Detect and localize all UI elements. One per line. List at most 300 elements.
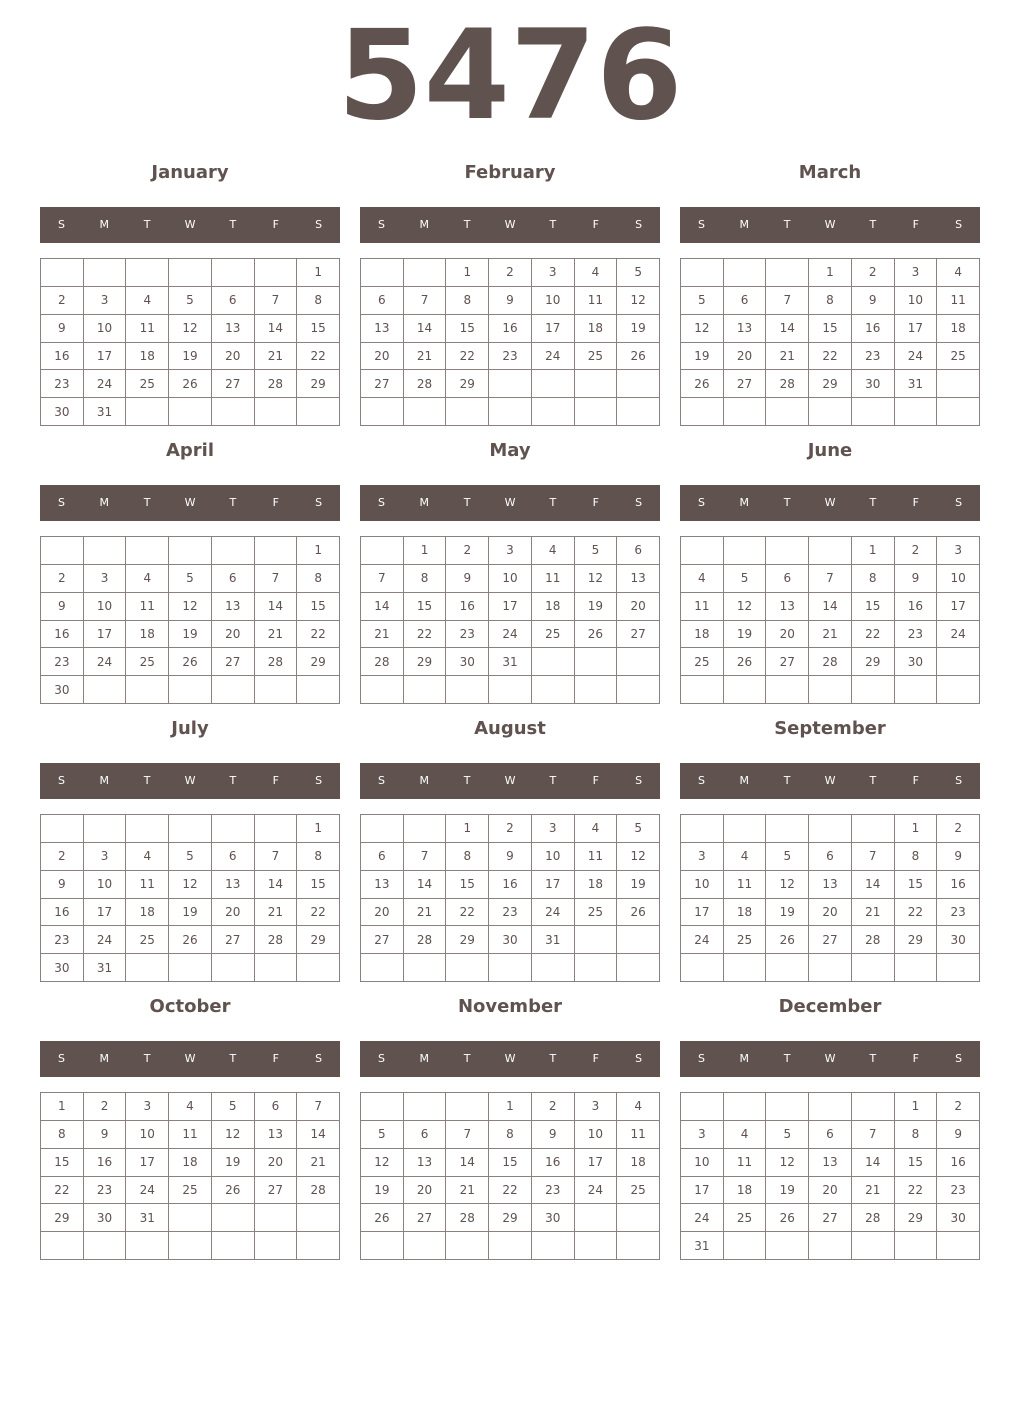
day-cell: 21 — [297, 1149, 340, 1177]
day-cell: 25 — [937, 343, 980, 371]
day-cell: 13 — [404, 1149, 447, 1177]
day-cell: 28 — [255, 926, 298, 954]
day-cell: 22 — [895, 1177, 938, 1205]
day-cell: 3 — [895, 259, 938, 287]
empty-cell — [255, 1232, 298, 1260]
day-cell: 24 — [489, 621, 532, 649]
weekday-label: T — [783, 218, 791, 231]
weekday-label: M — [739, 496, 750, 509]
day-cell: 14 — [255, 593, 298, 621]
day-cell: 25 — [126, 648, 169, 676]
day-cell: 29 — [809, 370, 852, 398]
empty-cell — [724, 1093, 767, 1121]
day-cell: 26 — [169, 370, 212, 398]
weekday-header — [40, 485, 340, 521]
day-cell: 10 — [532, 843, 575, 871]
weekday-header — [680, 207, 980, 243]
weekday-label: W — [824, 774, 836, 787]
day-cell: 16 — [446, 593, 489, 621]
day-cell: 16 — [84, 1149, 127, 1177]
day-cell: 21 — [255, 343, 298, 371]
empty-cell — [255, 1204, 298, 1232]
weekday-label: M — [99, 218, 110, 231]
day-cell: 6 — [809, 843, 852, 871]
day-cell: 1 — [446, 259, 489, 287]
day-cell: 16 — [532, 1149, 575, 1177]
day-cell: 1 — [895, 1093, 938, 1121]
day-cell: 19 — [766, 899, 809, 927]
day-cell: 27 — [212, 370, 255, 398]
day-cell: 20 — [212, 899, 255, 927]
day-cell: 1 — [404, 537, 447, 565]
empty-cell — [532, 398, 575, 426]
day-cell: 5 — [766, 843, 809, 871]
day-cell: 5 — [169, 287, 212, 315]
empty-cell — [617, 398, 660, 426]
weekday-label: M — [419, 774, 430, 787]
weekday-label: S — [635, 496, 643, 509]
weekday-label: T — [869, 1052, 877, 1065]
day-cell: 18 — [617, 1149, 660, 1177]
day-cell: 25 — [617, 1177, 660, 1205]
day-cell: 16 — [937, 1149, 980, 1177]
day-cell: 15 — [489, 1149, 532, 1177]
weekday-header — [40, 763, 340, 799]
day-cell: 16 — [41, 343, 84, 371]
day-cell: 9 — [937, 843, 980, 871]
empty-cell — [617, 676, 660, 704]
day-cell: 22 — [895, 899, 938, 927]
month-february — [360, 162, 660, 426]
day-cell: 13 — [212, 315, 255, 343]
empty-cell — [446, 954, 489, 982]
empty-cell — [724, 676, 767, 704]
day-grid — [40, 814, 340, 982]
day-cell: 29 — [446, 370, 489, 398]
day-cell: 7 — [404, 287, 447, 315]
empty-cell — [937, 1232, 980, 1260]
day-cell: 13 — [809, 1149, 852, 1177]
weekday-label: S — [955, 1052, 963, 1065]
day-cell: 9 — [489, 287, 532, 315]
day-cell: 7 — [361, 565, 404, 593]
empty-cell — [361, 676, 404, 704]
empty-cell — [852, 954, 895, 982]
day-cell: 28 — [361, 648, 404, 676]
day-cell: 20 — [617, 593, 660, 621]
month-name: June — [807, 440, 853, 461]
empty-cell — [766, 537, 809, 565]
day-cell: 9 — [41, 871, 84, 899]
day-cell: 3 — [489, 537, 532, 565]
day-cell: 28 — [404, 370, 447, 398]
weekday-header — [40, 1041, 340, 1077]
empty-cell — [617, 926, 660, 954]
day-cell: 8 — [489, 1121, 532, 1149]
empty-cell — [532, 954, 575, 982]
day-cell: 14 — [404, 871, 447, 899]
day-cell: 17 — [681, 899, 724, 927]
day-cell: 8 — [446, 287, 489, 315]
empty-cell — [852, 398, 895, 426]
weekday-label: T — [463, 774, 471, 787]
empty-cell — [681, 398, 724, 426]
day-cell: 26 — [169, 648, 212, 676]
empty-cell — [852, 815, 895, 843]
day-cell: 5 — [617, 259, 660, 287]
day-cell: 5 — [766, 1121, 809, 1149]
day-cell: 22 — [489, 1177, 532, 1205]
day-grid — [680, 536, 980, 704]
empty-cell — [169, 537, 212, 565]
day-cell: 2 — [852, 259, 895, 287]
empty-cell — [297, 398, 340, 426]
weekday-label: T — [463, 496, 471, 509]
day-cell: 21 — [404, 343, 447, 371]
day-cell: 20 — [212, 343, 255, 371]
day-cell: 12 — [212, 1121, 255, 1149]
day-cell: 8 — [41, 1121, 84, 1149]
day-cell: 14 — [297, 1121, 340, 1149]
day-cell: 20 — [404, 1177, 447, 1205]
empty-cell — [361, 537, 404, 565]
day-cell: 19 — [169, 343, 212, 371]
empty-cell — [617, 954, 660, 982]
day-cell: 23 — [84, 1177, 127, 1205]
day-cell: 3 — [681, 1121, 724, 1149]
day-grid — [360, 536, 660, 704]
day-cell: 26 — [617, 899, 660, 927]
day-cell: 9 — [852, 287, 895, 315]
empty-cell — [575, 648, 618, 676]
empty-cell — [809, 1093, 852, 1121]
weekday-label: T — [869, 218, 877, 231]
day-cell: 4 — [575, 259, 618, 287]
day-cell: 5 — [724, 565, 767, 593]
weekday-label: T — [549, 496, 557, 509]
day-cell: 30 — [937, 1204, 980, 1232]
empty-cell — [404, 1093, 447, 1121]
weekday-header — [360, 763, 660, 799]
empty-cell — [489, 398, 532, 426]
day-cell: 9 — [532, 1121, 575, 1149]
weekday-label: F — [592, 496, 599, 509]
day-cell: 15 — [895, 1149, 938, 1177]
weekday-label: S — [697, 774, 705, 787]
empty-cell — [404, 398, 447, 426]
day-cell: 21 — [852, 899, 895, 927]
day-cell: 7 — [255, 565, 298, 593]
day-cell: 7 — [852, 843, 895, 871]
empty-cell — [126, 398, 169, 426]
day-cell: 8 — [297, 843, 340, 871]
empty-cell — [852, 676, 895, 704]
empty-cell — [852, 1232, 895, 1260]
empty-cell — [766, 1232, 809, 1260]
day-cell: 17 — [575, 1149, 618, 1177]
empty-cell — [617, 1232, 660, 1260]
empty-cell — [212, 398, 255, 426]
weekday-label: M — [419, 1052, 430, 1065]
day-cell: 24 — [84, 648, 127, 676]
day-cell: 2 — [41, 287, 84, 315]
day-cell: 11 — [532, 565, 575, 593]
day-cell: 25 — [575, 899, 618, 927]
empty-cell — [41, 259, 84, 287]
day-cell: 23 — [895, 621, 938, 649]
day-cell: 23 — [41, 370, 84, 398]
day-cell: 5 — [169, 843, 212, 871]
day-cell: 7 — [809, 565, 852, 593]
day-cell: 29 — [489, 1204, 532, 1232]
weekday-label: S — [377, 1052, 385, 1065]
weekday-label: F — [912, 496, 919, 509]
day-cell: 30 — [489, 926, 532, 954]
day-cell: 6 — [361, 287, 404, 315]
month-name: February — [464, 162, 556, 183]
weekday-label: S — [377, 774, 385, 787]
empty-cell — [724, 954, 767, 982]
empty-cell — [895, 1232, 938, 1260]
day-cell: 15 — [297, 871, 340, 899]
weekday-label: F — [592, 218, 599, 231]
day-cell: 3 — [84, 287, 127, 315]
month-april — [40, 440, 340, 704]
day-cell: 15 — [297, 315, 340, 343]
day-cell: 25 — [532, 621, 575, 649]
day-cell: 17 — [532, 871, 575, 899]
day-cell: 2 — [532, 1093, 575, 1121]
weekday-label: W — [824, 496, 836, 509]
empty-cell — [617, 1204, 660, 1232]
empty-cell — [169, 676, 212, 704]
day-cell: 18 — [937, 315, 980, 343]
day-cell: 12 — [681, 315, 724, 343]
empty-cell — [361, 1093, 404, 1121]
day-cell: 18 — [724, 1177, 767, 1205]
day-cell: 30 — [895, 648, 938, 676]
day-cell: 4 — [681, 565, 724, 593]
weekday-label: F — [592, 774, 599, 787]
day-cell: 31 — [681, 1232, 724, 1260]
day-cell: 14 — [766, 315, 809, 343]
day-cell: 31 — [532, 926, 575, 954]
month-january — [40, 162, 340, 426]
empty-cell — [575, 398, 618, 426]
weekday-label: T — [463, 1052, 471, 1065]
empty-cell — [766, 398, 809, 426]
weekday-label: T — [143, 1052, 151, 1065]
day-cell: 19 — [575, 593, 618, 621]
day-cell: 21 — [255, 621, 298, 649]
day-cell: 3 — [532, 815, 575, 843]
day-cell: 20 — [766, 621, 809, 649]
day-cell: 29 — [297, 370, 340, 398]
day-cell: 8 — [446, 843, 489, 871]
day-cell: 6 — [255, 1093, 298, 1121]
day-cell: 24 — [532, 899, 575, 927]
weekday-label: M — [419, 496, 430, 509]
day-cell: 10 — [489, 565, 532, 593]
day-cell: 3 — [937, 537, 980, 565]
empty-cell — [489, 954, 532, 982]
weekday-header — [360, 485, 660, 521]
empty-cell — [681, 815, 724, 843]
empty-cell — [766, 259, 809, 287]
day-cell: 23 — [937, 1177, 980, 1205]
day-cell: 8 — [809, 287, 852, 315]
empty-cell — [724, 259, 767, 287]
day-cell: 18 — [575, 315, 618, 343]
day-cell: 27 — [766, 648, 809, 676]
day-cell: 3 — [84, 843, 127, 871]
day-cell: 6 — [404, 1121, 447, 1149]
day-cell: 14 — [446, 1149, 489, 1177]
day-cell: 2 — [41, 565, 84, 593]
day-cell: 24 — [84, 926, 127, 954]
day-cell: 30 — [937, 926, 980, 954]
day-cell: 6 — [212, 565, 255, 593]
month-march — [680, 162, 980, 426]
day-cell: 29 — [404, 648, 447, 676]
weekday-label: S — [377, 218, 385, 231]
day-cell: 11 — [575, 287, 618, 315]
empty-cell — [84, 537, 127, 565]
day-cell: 15 — [297, 593, 340, 621]
day-cell: 7 — [297, 1093, 340, 1121]
day-cell: 17 — [84, 621, 127, 649]
day-cell: 17 — [126, 1149, 169, 1177]
day-cell: 30 — [41, 954, 84, 982]
empty-cell — [895, 398, 938, 426]
day-cell: 1 — [297, 259, 340, 287]
day-cell: 10 — [126, 1121, 169, 1149]
day-cell: 23 — [937, 899, 980, 927]
day-cell: 29 — [297, 926, 340, 954]
empty-cell — [126, 676, 169, 704]
day-grid — [680, 814, 980, 982]
weekday-label: W — [504, 496, 516, 509]
day-cell: 2 — [446, 537, 489, 565]
month-december — [680, 996, 980, 1260]
empty-cell — [169, 398, 212, 426]
weekday-label: S — [57, 774, 65, 787]
empty-cell — [724, 1232, 767, 1260]
day-cell: 31 — [84, 398, 127, 426]
month-august — [360, 718, 660, 982]
empty-cell — [41, 815, 84, 843]
day-cell: 15 — [895, 871, 938, 899]
month-name: August — [474, 718, 546, 739]
day-cell: 10 — [575, 1121, 618, 1149]
weekday-label: S — [697, 1052, 705, 1065]
weekday-label: T — [549, 218, 557, 231]
day-cell: 7 — [255, 843, 298, 871]
day-cell: 4 — [724, 1121, 767, 1149]
weekday-label: S — [697, 496, 705, 509]
day-cell: 29 — [895, 1204, 938, 1232]
day-cell: 8 — [297, 287, 340, 315]
day-cell: 20 — [809, 899, 852, 927]
day-cell: 19 — [169, 899, 212, 927]
day-cell: 12 — [361, 1149, 404, 1177]
day-cell: 18 — [126, 343, 169, 371]
weekday-label: F — [272, 774, 279, 787]
day-cell: 11 — [681, 593, 724, 621]
day-cell: 9 — [937, 1121, 980, 1149]
empty-cell — [446, 676, 489, 704]
empty-cell — [404, 815, 447, 843]
weekday-label: T — [783, 496, 791, 509]
day-cell: 14 — [404, 315, 447, 343]
day-cell: 24 — [84, 370, 127, 398]
day-cell: 27 — [809, 1204, 852, 1232]
day-cell: 6 — [212, 287, 255, 315]
day-grid — [40, 1092, 340, 1260]
weekday-label: S — [955, 218, 963, 231]
day-cell: 28 — [255, 370, 298, 398]
day-cell: 28 — [809, 648, 852, 676]
empty-cell — [575, 676, 618, 704]
day-cell: 29 — [297, 648, 340, 676]
empty-cell — [212, 815, 255, 843]
weekday-label: W — [184, 1052, 196, 1065]
day-cell: 20 — [255, 1149, 298, 1177]
weekday-label: S — [57, 496, 65, 509]
weekday-header — [40, 207, 340, 243]
weekday-label: T — [143, 496, 151, 509]
empty-cell — [681, 954, 724, 982]
day-cell: 30 — [446, 648, 489, 676]
empty-cell — [852, 1093, 895, 1121]
day-cell: 22 — [446, 343, 489, 371]
weekday-label: F — [272, 218, 279, 231]
day-cell: 11 — [126, 871, 169, 899]
empty-cell — [937, 398, 980, 426]
weekday-label: T — [229, 496, 237, 509]
day-cell: 4 — [532, 537, 575, 565]
weekday-header — [680, 485, 980, 521]
empty-cell — [766, 1093, 809, 1121]
empty-cell — [84, 1232, 127, 1260]
weekday-label: S — [315, 1052, 323, 1065]
day-cell: 17 — [532, 315, 575, 343]
day-cell: 24 — [681, 1204, 724, 1232]
weekday-label: T — [549, 1052, 557, 1065]
day-cell: 29 — [852, 648, 895, 676]
day-cell: 13 — [361, 315, 404, 343]
weekday-label: W — [184, 218, 196, 231]
day-cell: 21 — [852, 1177, 895, 1205]
empty-cell — [575, 926, 618, 954]
day-cell: 26 — [212, 1177, 255, 1205]
weekday-label: W — [184, 774, 196, 787]
day-cell: 10 — [84, 315, 127, 343]
empty-cell — [724, 398, 767, 426]
day-cell: 2 — [937, 815, 980, 843]
day-cell: 27 — [809, 926, 852, 954]
empty-cell — [84, 676, 127, 704]
empty-cell — [446, 1093, 489, 1121]
day-cell: 23 — [532, 1177, 575, 1205]
day-grid — [360, 814, 660, 982]
weekday-label: S — [377, 496, 385, 509]
empty-cell — [41, 537, 84, 565]
empty-cell — [766, 676, 809, 704]
day-cell: 29 — [41, 1204, 84, 1232]
day-cell: 11 — [724, 871, 767, 899]
empty-cell — [255, 398, 298, 426]
